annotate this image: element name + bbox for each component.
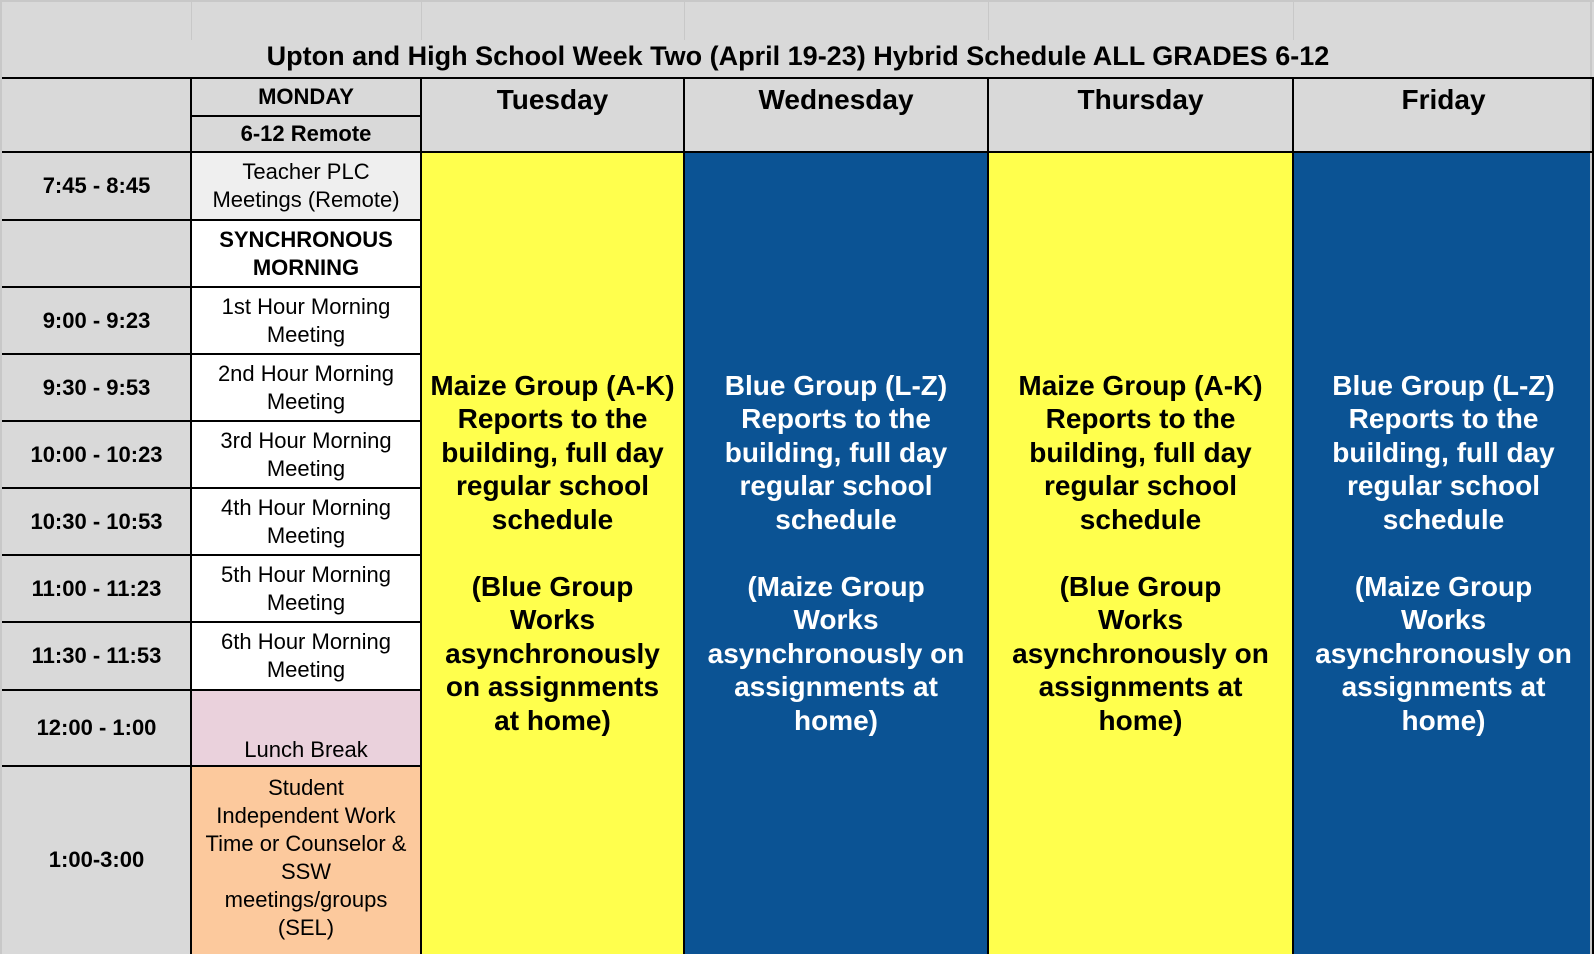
row-line — [2, 689, 421, 691]
column-line — [683, 77, 685, 954]
row-line — [2, 621, 421, 623]
monday-meeting-cell: 2nd Hour Morning Meeting — [217, 360, 395, 414]
row-line — [2, 765, 421, 767]
row-line — [2, 286, 421, 288]
row-line — [2, 420, 421, 422]
day-header-tuesday: Tuesday — [421, 78, 684, 152]
time-slot: 10:30 - 10:53 — [2, 488, 191, 555]
time-slot: 11:00 - 11:23 — [2, 555, 191, 622]
monday-lunch-cell: Lunch Break — [191, 690, 421, 766]
monday-header: MONDAY — [191, 78, 421, 116]
day-header-friday: Friday — [1293, 78, 1594, 152]
monday-meeting-cell: 3rd Hour Morning Meeting — [220, 427, 392, 481]
thursday-group-cell: Maize Group (A-K) Reports to the building, full day regular school schedule (Blue Group Works asynchronously on assignments at home) — [988, 152, 1293, 954]
column-line — [987, 77, 989, 954]
column-line — [190, 77, 192, 954]
monday-header-divider — [191, 115, 421, 117]
header-bottom-line — [2, 151, 1594, 153]
schedule-title: Upton and High School Week Two (April 19-23) Hybrid Schedule ALL GRADES 6-12 — [2, 2, 1594, 78]
monday-synchronous-cell: SYNCHRONOUS MORNING — [219, 226, 393, 280]
time-header-cell — [2, 78, 191, 152]
monday-meeting-cell: 5th Hour Morning Meeting — [221, 561, 391, 615]
header-top-line — [2, 77, 1594, 79]
monday-meeting-cell: 6th Hour Morning Meeting — [221, 629, 391, 682]
left-gridline — [0, 0, 2, 954]
title-gridline — [988, 0, 989, 40]
row-line — [2, 353, 421, 355]
time-slot: 12:00 - 1:00 — [2, 690, 191, 766]
top-gridline — [0, 0, 1594, 2]
title-gridline — [421, 0, 422, 40]
time-slot: 9:30 - 9:53 — [2, 354, 191, 421]
monday-plc-cell: Teacher PLC Meetings (Remote) — [191, 152, 421, 220]
time-slot: 7:45 - 8:45 — [2, 152, 191, 220]
time-slot: 9:00 - 9:23 — [2, 287, 191, 354]
day-header-thursday: Thursday — [988, 78, 1293, 152]
title-gridline — [1293, 0, 1294, 40]
time-slot: 10:00 - 10:23 — [2, 421, 191, 488]
tuesday-group-cell: Maize Group (A-K) Reports to the building, full day regular school schedule (Blue Group Works asynchronously on assignments at home) — [421, 152, 684, 954]
title-gridline — [684, 0, 685, 40]
monday-meeting-cell: 1st Hour Morning Meeting — [221, 293, 391, 347]
title-gridline — [191, 0, 192, 40]
time-slot: 11:30 - 11:53 — [2, 622, 191, 690]
monday-sel-cell: Student Independent Work Time or Counselor & SSW meetings/groups (SEL) — [191, 766, 421, 954]
column-line — [1292, 77, 1294, 954]
row-line — [2, 219, 421, 221]
row-line — [2, 487, 421, 489]
time-slot — [2, 220, 191, 287]
wednesday-group-cell: Blue Group (L-Z) Reports to the building, full day regular school schedule (Maize Group Works asynchronously on assignments at home) — [684, 152, 988, 954]
friday-group-cell: Blue Group (L-Z) Reports to the building, full day regular school schedule (Maize Group Works asynchronously on assignments at home) — [1293, 152, 1594, 954]
row-line — [2, 554, 421, 556]
column-line — [420, 77, 422, 954]
monday-meeting-cell: 4th Hour Morning Meeting — [221, 494, 391, 548]
time-slot: 1:00-3:00 — [2, 766, 191, 954]
monday-subheader: 6-12 Remote — [191, 116, 421, 152]
day-header-wednesday: Wednesday — [684, 78, 988, 152]
